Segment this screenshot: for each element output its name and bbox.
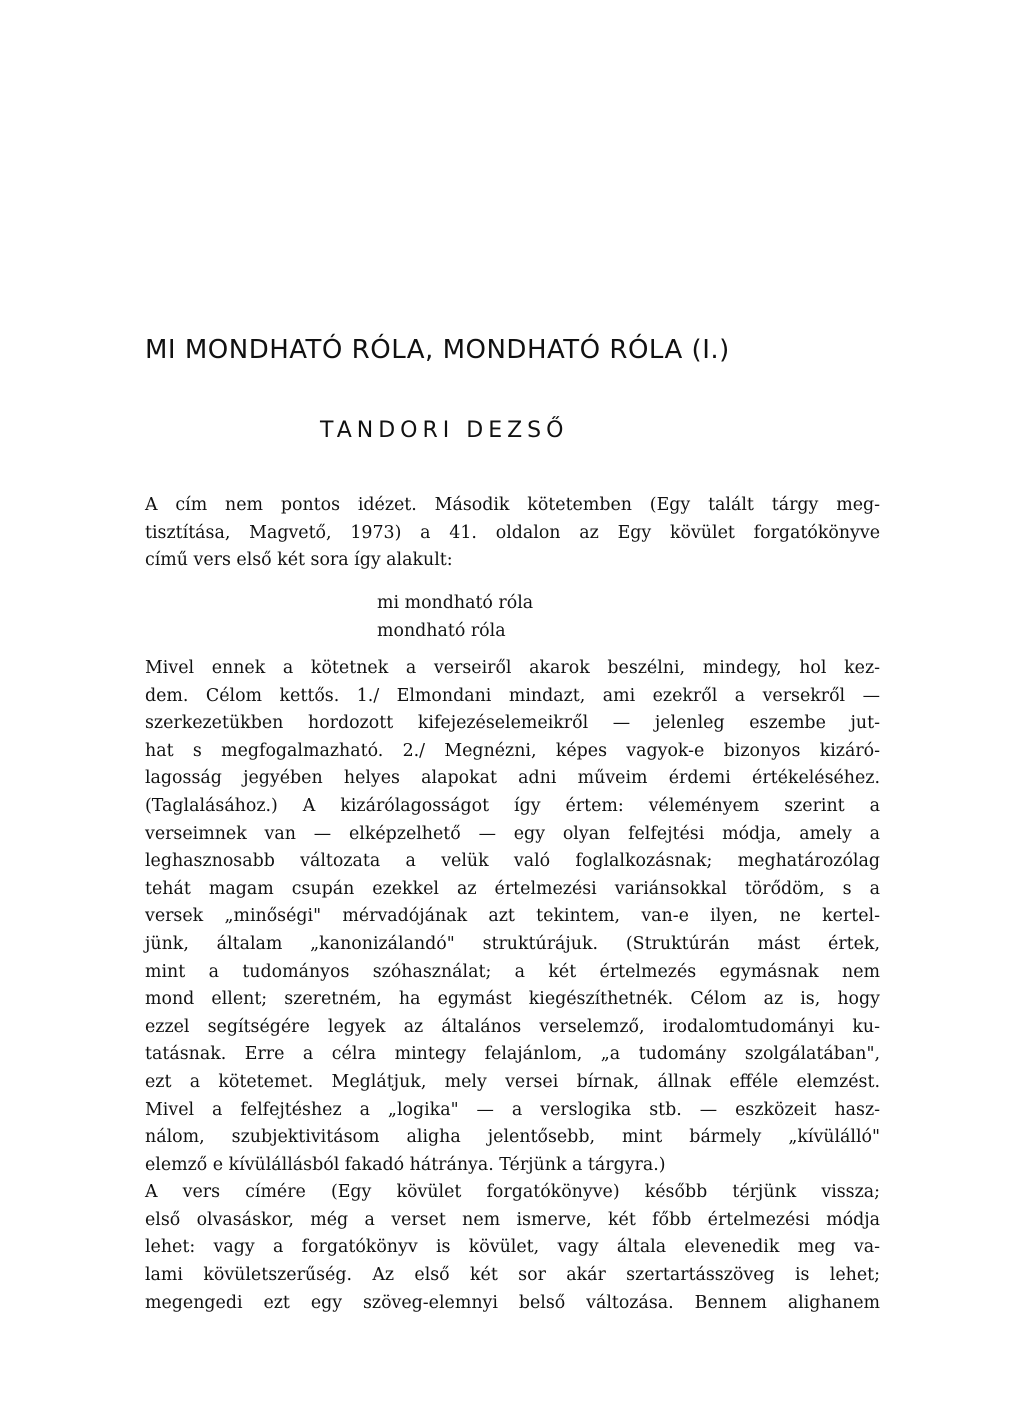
text-line: A vers címére (Egy kövület forgatókönyve) később térjünk vissza;: [145, 1182, 880, 1203]
text-line: ezzel segítségére legyek az általános verselemző, irodalomtudományi ku-: [145, 1016, 880, 1037]
text-line: elemző e kívülállásból fakadó hátránya. Térjünk a tárgyra.): [145, 1154, 666, 1175]
text-line: című vers első két sora így alakult:: [145, 550, 453, 571]
text-line: jünk, általam „kanonizálandó" struktúrájuk. (Struktúrán mást értek,: [145, 933, 880, 954]
intro-paragraph: [145, 492, 880, 575]
text-line: szerkezetükben hordozott kifejezéselemeikről — jelenleg eszembe jut-: [145, 713, 880, 734]
text-line: Mivel ennek a kötetnek a verseiről akarok beszélni, mindegy, hol kez-: [145, 658, 880, 678]
text-line: versek „minőségi" mérvadójának azt tekintem, van-e ilyen, ne kertel-: [145, 906, 880, 927]
text-line: tehát magam csupán ezekkel az értelmezési variánsokkal törődöm, s a: [145, 878, 880, 899]
text-line: ezt a kötetemet. Meglátjuk, mely versei bírnak, állnak efféle elemzést.: [145, 1071, 880, 1092]
author-name: TANDORI DEZSŐ: [320, 418, 569, 443]
verse-line: mi mondható róla: [377, 593, 534, 613]
text-line: dem. Célom kettős. 1./ Elmondani mindazt, ami ezekről a versekről —: [145, 685, 880, 706]
text-line: (Taglalásához.) A kizárólagosságot így értem: véleményem szerint a: [145, 795, 880, 816]
body-text: [145, 655, 880, 1317]
text-line: lagosság jegyében helyes alapokat adni műveim érdemi értékeléséhez.: [145, 768, 880, 789]
text-line: lami kövületszerűség. Az első két sor akár szertartásszöveg is lehet;: [145, 1265, 880, 1286]
verse-quote: [377, 590, 677, 645]
text-line: leghasznosabb változata a velük való foglalkozásnak; meghatározólag: [145, 851, 880, 872]
text-line: verseimnek van — elképzelhető — egy olyan felfejtési módja, amely a: [145, 823, 880, 844]
text-line: megengedi ezt egy szöveg-elemnyi belső változása. Bennem alighanem: [145, 1292, 880, 1313]
article-title: MI MONDHATÓ RÓLA, MONDHATÓ RÓLA (I.): [145, 335, 730, 365]
text-line: nálom, szubjektivitásom aligha jelentősebb, mint bármely „kívülálló": [145, 1127, 880, 1148]
text-line: mint a tudományos szóhasználat; a két értelmezés egymásnak nem: [145, 961, 880, 982]
verse-line: mondható róla: [377, 620, 506, 641]
text-line: tatásnak. Erre a célra mintegy felajánlom, „a tudomány szolgálatában",: [145, 1044, 880, 1065]
text-line: első olvasáskor, még a verset nem ismerve, két főbb értelmezési módja: [145, 1209, 880, 1230]
text-line: Mivel a felfejtéshez a „logika" — a verslogika stb. — eszközeit hasz-: [145, 1099, 880, 1120]
text-line: lehet: vagy a forgatókönyv is kövület, vagy általa elevenedik meg va-: [145, 1237, 880, 1258]
text-line: tisztítása, Magvető, 1973) a 41. oldalon az Egy kövület forgatókönyve: [145, 522, 880, 543]
text-line: A cím nem pontos idézet. Második kötetemben (Egy talált tárgy meg-: [145, 495, 880, 515]
text-line: hat s megfogalmazható. 2./ Megnézni, képes vagyok-e bizonyos kizáró-: [145, 740, 880, 761]
text-line: mond ellent; szeretném, ha egymást kiegészíthetnék. Célom az is, hogy: [145, 989, 880, 1010]
